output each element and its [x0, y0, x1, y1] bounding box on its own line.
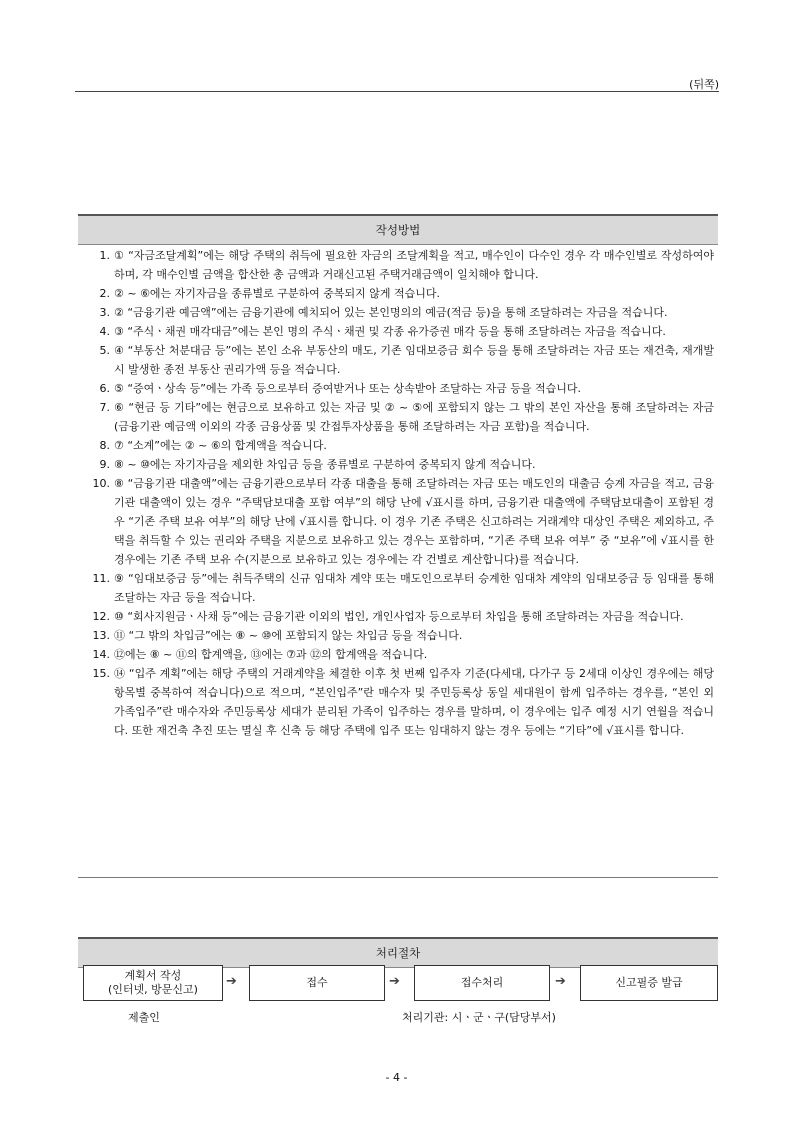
instruction-item [82, 626, 714, 645]
instruction-number: 7. [99, 401, 110, 414]
instruction-text: ⑫에는 ⑧ ~ ⑪의 합계액을, ⑬에는 ⑦과 ⑫의 합계액을 적습니다. [114, 648, 428, 661]
instruction-text: ⑭ “입주 계획”에는 해당 주택의 거래계약을 체결한 이후 첫 번째 입주자 기준(다세대, 다가구 등 2세대 이상인 경우에는 해당 항목별 중복하여 적습니다)으로 적으며, “본인입주”란 매수자 및 주민등록상 동일 세대원이 함께 입주하는 경우를, “본인 외 가족입주”란 매수자와 주민등록상 세대가 분리된 가족이 입주하는 경우를 말하며, 이 경우에는 입주 예정 시기 연월을 적습니다. 또한 재건축 추진 또는 멸실 후 신축 등 해당 주택에 입주 또는 임대하지 않는 경우 등에는 “기타”에 √표시를 합니다. [114, 667, 714, 737]
instruction-item [82, 341, 714, 379]
instruction-text: ⑨ “임대보증금 등”에는 취득주택의 신규 임대차 계약 또는 매도인으로부터 승계한 임대차 계약의 임대보증금 등 임대를 통해 조달하는 자금 등을 적습니다. [114, 572, 714, 604]
top-rule [75, 91, 719, 92]
instruction-number: 13. [92, 629, 110, 642]
instruction-text: ⑧ “금융기관 대출액”에는 금융기관으로부터 각종 대출을 통해 조달하려는 자금 또는 매도인의 대출금 승계 자금을 적고, 금융기관 대출액이 있는 경우 “주택담보대출 포함 여부”의 해당 난에 √표시를 하며, 금융기관 대출액에 주택담보대출이 포함된 경우 “기존 주택 보유 여부”의 해당 난에 √표시를 합니다. 이 경우 기존 주택은 신고하려는 거래계약 대상인 주택은 제외하고, 주택을 취득할 수 있는 권리와 주택을 지분으로 보유하고 있는 경우는 포함하며, “기존 주택 보유 여부” 중 “보유”에 √표시를 한 경우에는 기존 주택 보유 수(지분으로 보유하고 있는 경우에는 각 건별로 계산합니다)를 적습니다. [114, 477, 714, 566]
instruction-item [82, 607, 714, 626]
instructions-list [78, 242, 718, 740]
instruction-text: ⑩ “회사지원금ㆍ사채 등”에는 금융기관 이외의 법인, 개인사업자 등으로부터 차입을 통해 조달하려는 자금을 적습니다. [114, 610, 684, 623]
step-receipt: 접수 [249, 965, 385, 1001]
instruction-text: ⑦ “소계”에는 ② ~ ⑥의 합계액을 적습니다. [114, 439, 327, 452]
instruction-text: ⑪ “그 밖의 차입금”에는 ⑧ ~ ⑩에 포함되지 않는 차입금 등을 적습니다. [114, 629, 463, 642]
arrow-icon: ➔ [555, 974, 566, 989]
instruction-text: ① “자금조달계획”에는 해당 주택의 취득에 필요한 자금의 조달계획을 적고, 매수인이 다수인 경우 각 매수인별로 작성하여야 하며, 각 매수인별 금액을 합산한 총 금액과 거래신고된 주택거래금액이 일치해야 합니다. [114, 249, 714, 281]
procedure-flow [78, 965, 718, 1001]
instruction-item [82, 569, 714, 607]
instruction-item [82, 379, 714, 398]
procedure-title: 처리절차 [375, 946, 421, 960]
instruction-number: 9. [99, 458, 110, 471]
instruction-number: 5. [99, 344, 110, 357]
instruction-number: 4. [99, 325, 110, 338]
submitter-label: 제출인 [128, 1011, 160, 1024]
instruction-item [82, 246, 714, 284]
instruction-text: ② “금융기관 예금액”에는 금융기관에 예치되어 있는 본인명의의 예금(적금 등)을 통해 조달하려는 자금을 적습니다. [114, 306, 668, 319]
step-certificate-issue: 신고필증 발급 [580, 965, 718, 1001]
instruction-number: 15. [92, 667, 110, 680]
agency-label: 처리기관: 시ㆍ군ㆍ구(담당부서) [402, 1011, 556, 1024]
instruction-number: 6. [99, 382, 110, 395]
procedure-header [78, 937, 718, 968]
instruction-number: 12. [92, 610, 110, 623]
instruction-text: ③ “주식ㆍ채권 매각대금”에는 본인 명의 주식ㆍ채권 및 각종 유가증권 매각 등을 통해 조달하려는 자금을 적습니다. [114, 325, 666, 338]
instruction-text: ④ “부동산 처분대금 등”에는 본인 소유 부동산의 매도, 기존 임대보증금 회수 등을 통해 조달하려는 자금 또는 재건축, 재개발시 발생한 종전 부동산 권리가액 등을 적습니다. [114, 344, 714, 376]
instruction-item [82, 474, 714, 569]
instruction-item [82, 436, 714, 455]
instructions-bottom-rule [78, 877, 718, 878]
instruction-number: 10. [92, 477, 110, 490]
instructions-header [78, 214, 718, 245]
step-plan-writing: 계획서 작성 (인터넷, 방문신고) [83, 965, 223, 1001]
instruction-item [82, 398, 714, 436]
instruction-text: ⑤ “증여ㆍ상속 등”에는 가족 등으로부터 증여받거나 또는 상속받아 조달하는 자금 등을 적습니다. [114, 382, 582, 395]
instruction-number: 1. [99, 249, 110, 262]
page-number: - 4 - [385, 1071, 408, 1084]
instruction-text: ② ~ ⑥에는 자기자금을 종류별로 구분하여 중복되지 않게 적습니다. [114, 287, 441, 300]
instruction-text: ⑥ “현금 등 기타”에는 현금으로 보유하고 있는 자금 및 ② ~ ⑤에 포함되지 않는 그 밖의 본인 자산을 통해 조달하려는 자금(금융기관 예금액 이외의 각종 금융상품 및 간접투자상품을 통해 조달하려는 자금 포함)을 적습니다. [114, 401, 714, 433]
instruction-item [82, 645, 714, 664]
arrow-icon: ➔ [389, 974, 400, 989]
instruction-number: 11. [92, 572, 110, 585]
instructions-title: 작성방법 [375, 223, 421, 237]
instruction-item [82, 455, 714, 474]
instruction-text: ⑧ ~ ⑩에는 자기자금을 제외한 차입금 등을 종류별로 구분하여 중복되지 않게 적습니다. [114, 458, 536, 471]
back-page-label: (뒤쪽) [689, 78, 719, 91]
instruction-number: 2. [99, 287, 110, 300]
instruction-item [82, 284, 714, 303]
instruction-item [82, 303, 714, 322]
arrow-icon: ➔ [226, 974, 237, 989]
instructions-body [78, 242, 718, 740]
instruction-number: 14. [92, 648, 110, 661]
instruction-number: 8. [99, 439, 110, 452]
instruction-item [82, 664, 714, 740]
instruction-number: 3. [99, 306, 110, 319]
step-processing: 접수처리 [414, 965, 550, 1001]
instruction-item [82, 322, 714, 341]
